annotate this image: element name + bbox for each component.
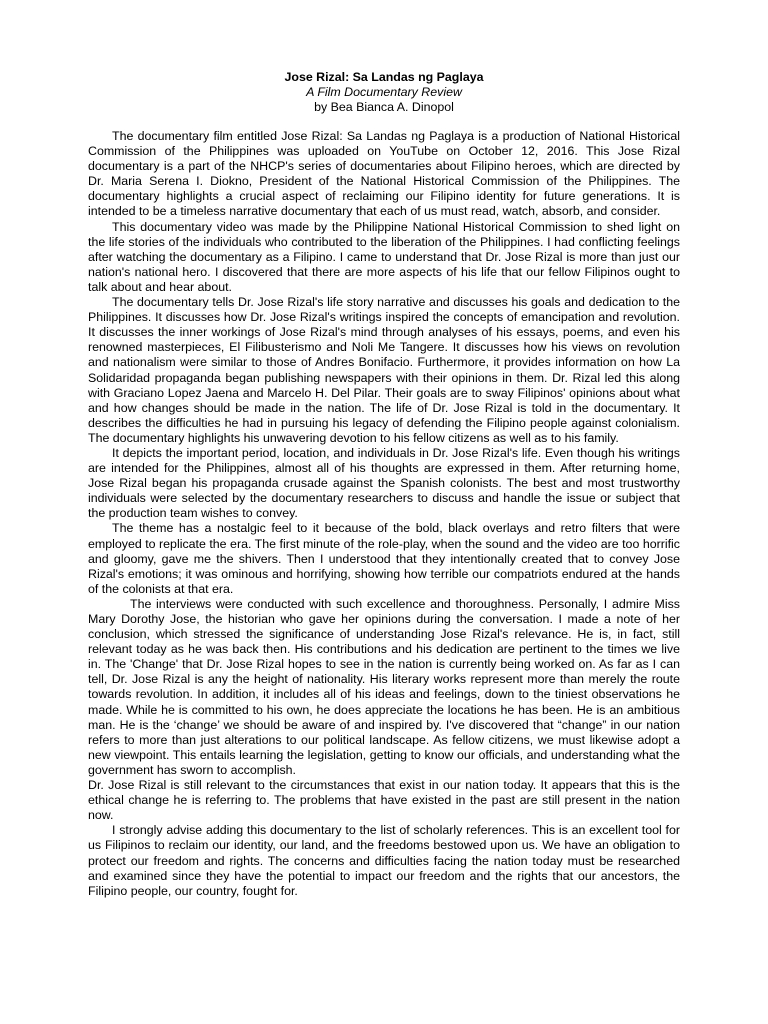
paragraph-relevance: Dr. Jose Rizal is still relevant to the circumstances that exist in our nation today. It appears that this is the ethical change he is referring to. The problems that have existed in the past are still present in the nation now. (88, 778, 680, 823)
document-body (88, 129, 680, 899)
document-subtitle: A Film Documentary Review (306, 85, 462, 99)
paragraph-interviews: The interviews were conducted with such excellence and thoroughness. Personally, I admire Miss Mary Dorothy Jose, the historian who gave her opinions during the conversation. I made a note of her conclusion, which stressed the significance of understanding Jose Rizal's relevance. He is, in fact, still relevant today as he was back then. His contributions and his dedication are pertinent to the times we live in. The 'Change' that Dr. Jose Rizal hopes to see in the nation is currently being worked on. As far as I can tell, Dr. Jose Rizal is any the height of nationality. His literary works represent more than merely the route towards revolution. In addition, it includes all of his ideas and feelings, down to the tiniest observations he made. While he is committed to his own, he does appreciate the locations he has been. He is an ambitious man. He is the ‘change’ we should be aware of and inspired by. I've discovered that “change” in our nation refers to more than just alterations to our political landscape. As fellow citizens, we must likewise adopt a new viewpoint. This entails learning the legislation, getting to know our officials, and understanding what the government has sworn to accomplish. (88, 596, 680, 777)
paragraph-period: It depicts the important period, location, and individuals in Dr. Jose Rizal's life. Even though his writings are intended for the Philippines, almost all of his thoughts are expressed in them. After returning home, Jose Rizal began his propaganda crusade against the Spanish colonists. The best and most trustworthy individuals were selected by the documentary researchers to discuss and handle the issue or subject that the production team wishes to convey. (88, 445, 680, 521)
paragraph-intro: The documentary film entitled Jose Rizal: Sa Landas ng Paglaya is a production of National Historical Commission of the Philippines was uploaded on YouTube on October 12, 2016. This Jose Rizal documentary is a part of the NHCP's series of documentaries about Filipino heroes, which are directed by Dr. Maria Serena I. Diokno, President of the National Historical Commission of the Philippines. The documentary highlights a crucial aspect of reclaiming our Filipino identity for future generations. It is intended to be a timeless narrative documentary that each of us must read, watch, absorb, and consider. (88, 129, 680, 219)
document-byline: by Bea Bianca A. Dinopol (314, 100, 454, 114)
paragraph-theme: The theme has a nostalgic feel to it because of the bold, black overlays and retro filters that were employed to replicate the era. The first minute of the role-play, when the sound and the video are too horrific and gloomy, gave me the shivers. Then I understood that they intentionally created that to convey Jose Rizal's emotions; it was ominous and horrifying, showing how terrible our compatriots endured at the hands of the colonists at that era. (88, 521, 680, 596)
document-header (88, 70, 680, 115)
paragraph-life-story: The documentary tells Dr. Jose Rizal's life story narrative and discusses his goals and dedication to the Philippines. It discusses how Dr. Jose Rizal's writings inspired the concepts of emancipation and revolution. It discusses the inner workings of Jose Rizal's mind through analyses of his essays, poems, and even his renowned masterpieces, El Filibusterismo and Noli Me Tangere. It discusses how his views on revolution and nationalism were similar to those of Andres Bonifacio. Furthermore, it provides information on how La Solidaridad propaganda began publishing newspapers with their opinions in them. Dr. Rizal led this along with Graciano Lopez Jaena and Marcelo H. Del Pilar. Their goals are to sway Filipinos' opinions about what and how changes should be made in the nation. The life of Dr. Jose Rizal is told in the documentary. It describes the difficulties he had in pursuing his legacy of defending the Filipino people against colonialism. The documentary highlights his unwavering devotion to his fellow citizens as well as to his family. (88, 295, 680, 445)
document-title: Jose Rizal: Sa Landas ng Paglaya (284, 70, 484, 84)
document-page (88, 70, 680, 899)
paragraph-conclusion: I strongly advise adding this documentary to the list of scholarly references. This is an excellent tool for us Filipinos to reclaim our identity, our land, and the freedoms bestowed upon us. We have an obligation to protect our freedom and rights. The concerns and difficulties facing the nation today must be researched and examined since they have the potential to impact our freedom and the rights that our ancestors, the Filipino people, our country, fought for. (88, 823, 680, 898)
paragraph-purpose: This documentary video was made by the Philippine National Historical Commission to shed light on the life stories of the individuals who contributed to the liberation of the Philippines. I had conflicting feelings after watching the documentary as a Filipino. I came to understand that Dr. Jose Rizal is more than just our nation's national hero. I discovered that there are more aspects of his life that our fellow Filipinos ought to talk about and hear about. (88, 219, 680, 294)
